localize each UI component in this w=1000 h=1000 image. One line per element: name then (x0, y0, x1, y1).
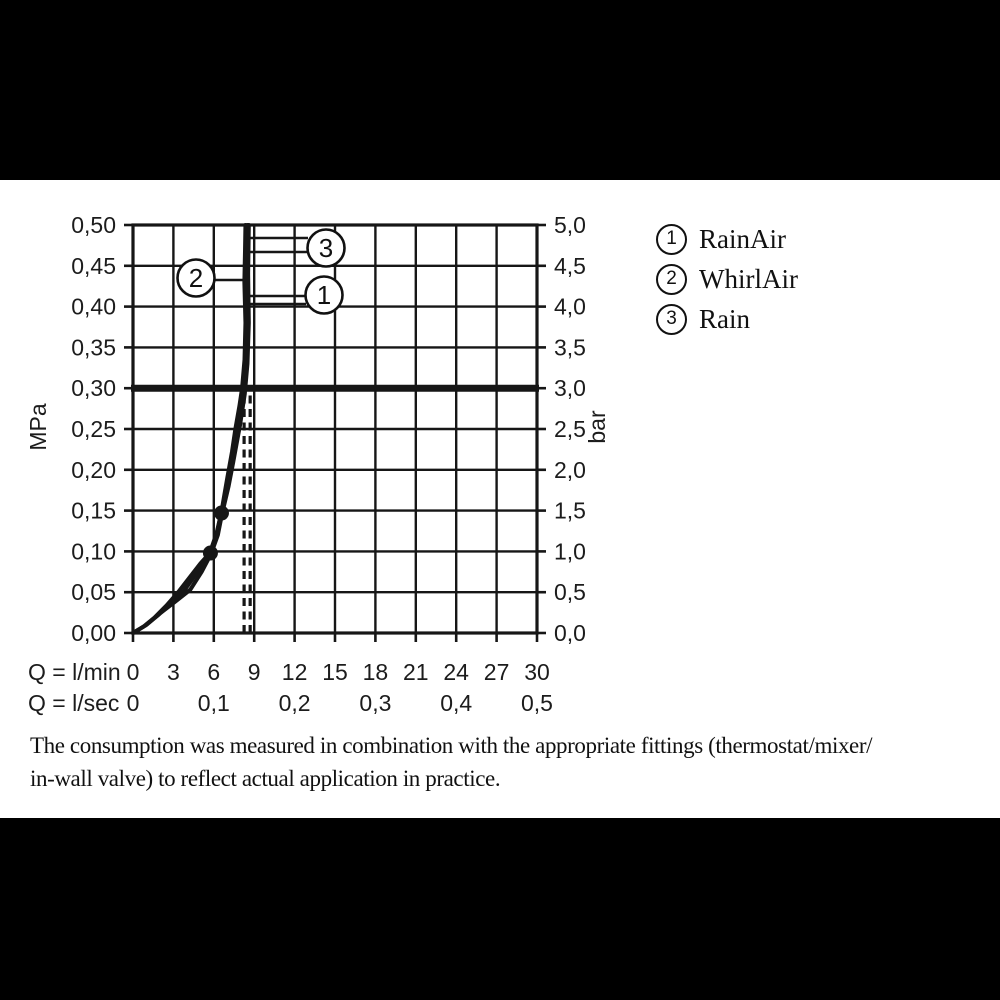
y-left-tick-label: 0,05 (71, 579, 116, 606)
x-lmin-tick-label: 24 (443, 659, 469, 685)
x-lmin-tick-label: 30 (524, 659, 550, 685)
y-left-tick-label: 0,40 (71, 293, 116, 320)
y-right-tick-label: 1,5 (554, 497, 586, 524)
legend-label-rain: Rain (699, 303, 750, 334)
legend-label-rainair: RainAir (699, 223, 786, 254)
x-lmin-tick-label: 27 (483, 659, 510, 685)
legend-number-1-icon: 1 (656, 224, 687, 255)
legend-number-3-icon: 3 (656, 304, 687, 335)
x-lsec-tick-label: 0,1 (197, 690, 230, 716)
y-right-tick-label: 2,5 (554, 416, 586, 442)
x-lsec-tick-label: 0,4 (440, 690, 473, 716)
caption-line-1: The consumption was measured in combination with the appropriate fittings (thermostat/mixer/ (30, 733, 873, 758)
y-left-tick-label: 0,20 (71, 456, 116, 483)
x-lsec-tick-label: 0 (126, 690, 140, 716)
x-lmin-tick-label: 9 (247, 659, 261, 685)
callout-number-3: 3 (318, 233, 334, 263)
y-left-tick-label: 0,00 (71, 620, 116, 646)
y-left-tick-label: 0,50 (71, 212, 116, 238)
y-right-tick-label: 0,5 (554, 579, 586, 606)
curve-point-marker (203, 546, 218, 561)
caption-line-2: in-wall valve) to reflect actual application in practice. (30, 766, 501, 791)
y-right-unit-label: bar (584, 410, 610, 444)
y-right-tick-label: 1,0 (554, 538, 586, 565)
y-right-tick-label: 2,0 (554, 456, 586, 483)
y-right-tick-label: 4,0 (554, 293, 586, 320)
x-lsec-tick-label: 0,5 (521, 690, 553, 716)
y-right-tick-label: 3,0 (554, 375, 586, 402)
x-lmin-tick-label: 0 (126, 659, 140, 685)
y-left-tick-label: 0,15 (71, 497, 116, 524)
y-left-tick-label: 0,30 (71, 375, 116, 402)
legend-item-rain (656, 299, 798, 339)
caption (30, 729, 980, 795)
x-lmin-tick-label: 12 (281, 659, 308, 685)
x-lmin-tick-label: 6 (207, 659, 221, 685)
y-right-tick-label: 4,5 (554, 252, 586, 279)
y-left-tick-label: 0,45 (71, 252, 116, 279)
y-left-tick-label: 0,25 (71, 416, 116, 442)
y-left-unit-label: MPa (25, 403, 51, 451)
y-right-tick-label: 0,0 (554, 620, 586, 646)
x-lsec-tick-label: 0,3 (359, 690, 392, 716)
x-axis-secondary-label: Q = l/sec (28, 690, 120, 716)
x-axis-primary-label: Q = l/min (28, 659, 121, 685)
legend-number-2-icon: 2 (656, 264, 687, 295)
legend (656, 219, 798, 339)
curve-point-marker (214, 506, 229, 521)
x-lsec-tick-label: 0,2 (278, 690, 311, 716)
legend-item-whirlair (656, 259, 798, 299)
callout-number-1: 1 (316, 280, 332, 310)
legend-item-rainair (656, 219, 798, 259)
legend-label-whirlair: WhirlAir (699, 263, 798, 294)
callout-number-2: 2 (188, 263, 204, 293)
y-right-tick-label: 3,5 (554, 334, 586, 361)
x-lmin-tick-label: 18 (362, 659, 389, 685)
x-lmin-tick-label: 21 (403, 659, 429, 685)
y-right-tick-label: 5,0 (554, 212, 586, 238)
x-lmin-tick-label: 15 (322, 659, 348, 685)
y-left-tick-label: 0,10 (71, 538, 116, 565)
x-lmin-tick-label: 3 (167, 659, 180, 685)
y-left-tick-label: 0,35 (71, 334, 116, 361)
